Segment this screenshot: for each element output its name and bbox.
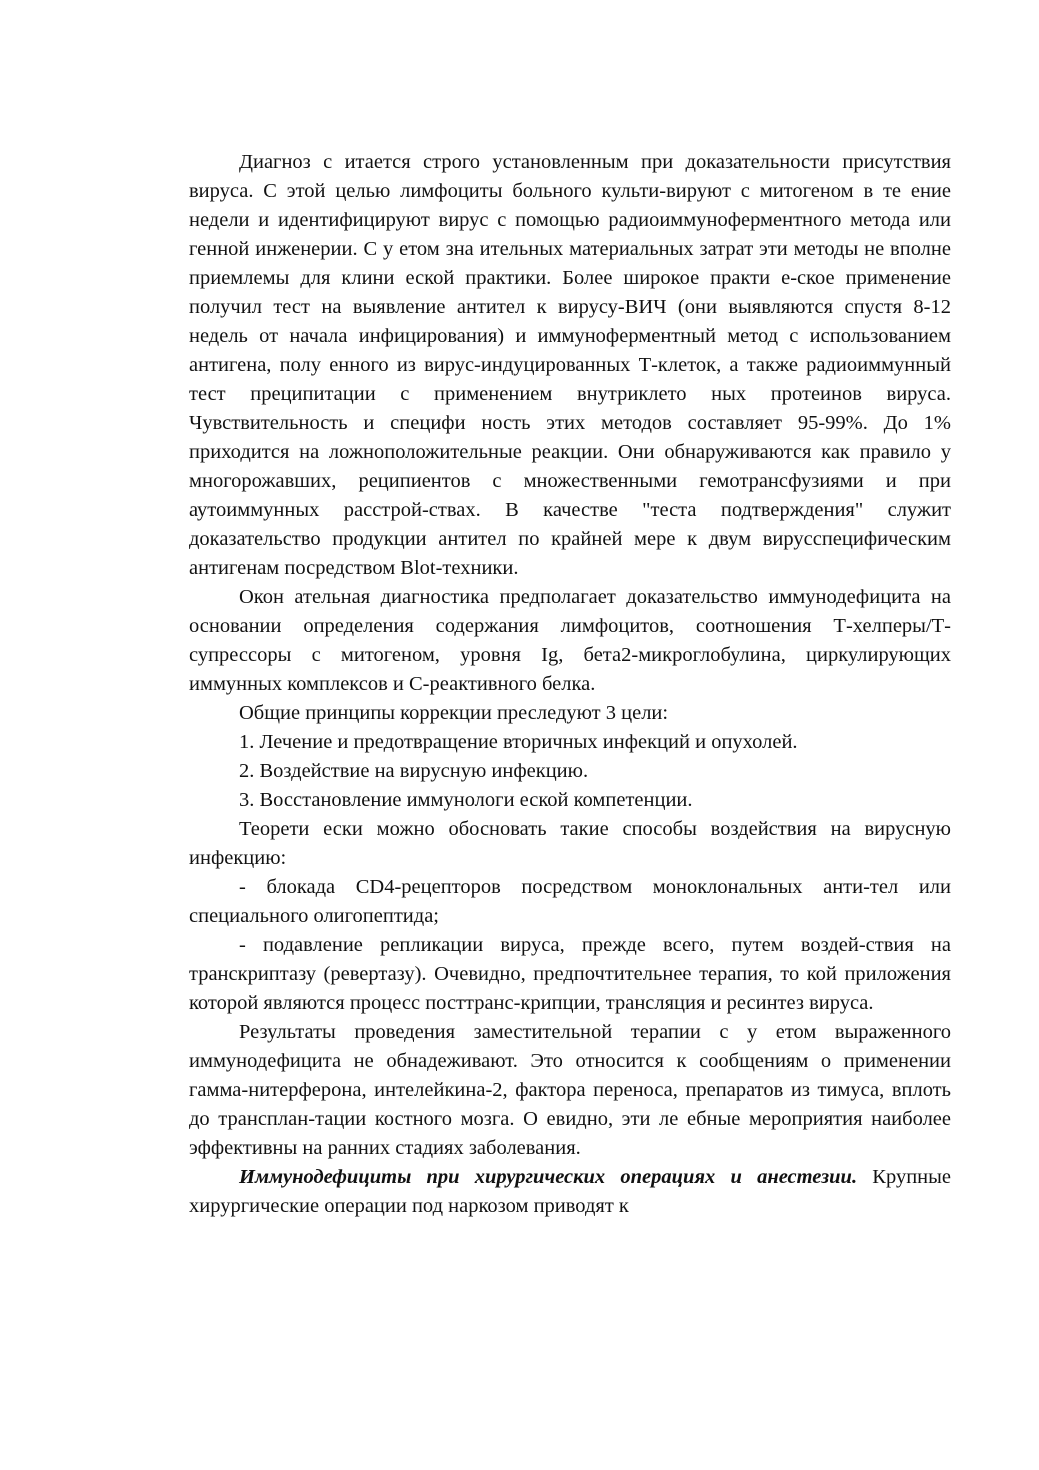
- paragraph-correction-principles: Общие принципы коррекции преследуют 3 цели:: [239, 702, 669, 724]
- paragraph-theoretical-methods: Теорети ески можно обосновать такие способы воздействия на вирусную инфекцию:: [189, 818, 951, 869]
- section-text: Крупные хирургические операции под наркозом приводят к: [189, 1166, 952, 1217]
- list-item: 2. Воздействие на вирусную инфекцию.: [239, 760, 589, 782]
- list-item: 3. Восстановление иммунологи еской компетенции.: [239, 789, 693, 811]
- list-item: 1. Лечение и предотвращение вторичных инфекций и опухолей.: [239, 731, 798, 753]
- document-page: [189, 148, 951, 1221]
- paragraph-final-diagnosis: Окон ательная диагностика предполагает доказательство иммунодефицита на основании определения содержания лимфоцитов, соотношения Т-хелперы/Т-супрессоры с митогеном, уровня Ig, бета2-микроглобулина, циркулирующих иммунных комплексов и С-реактивного белка.: [189, 586, 951, 695]
- section-heading: Иммунодефициты при хирургических операциях и анестезии.: [239, 1166, 858, 1188]
- paragraph-diagnosis: Диагноз с итается строго установленным при доказательности присутствия вируса. С этой целью лимфоциты больного культи-вируют с митогеном в те ение недели и идентифицируют вирус с помощью радиоиммуноферментного метода или генной инженерии. С у етом зна ительных материальных затрат эти методы не вполне приемлемы для клини еской практики. Более широкое практи е-ское применение получил тест на выявление антител к вирусу-ВИЧ (они выявляются спустя 8-12 недель от начала инфицирования) и иммуноферментный метод с использованием антигена, полу енного из вирус-индуцированных Т-клеток, а также радиоиммунный тест преципитации с применением внутриклето ных протеинов вируса. Чувствительность и специфи ность этих методов составляет 95-99%. До 1% приходится на ложноположительные реакции. Они обнаруживаются как правило у многорожавших, реципиентов с множественными гемотрансфузиями и при аутоиммунных расстрой-ствах. В качестве "теста подтверждения" служит доказательство продукции антител по крайней мере к двум вирусспецифическим антигенам посредством Blot-техники.: [189, 151, 951, 579]
- paragraph-replication-suppression: - подавление репликации вируса, прежде всего, путем воздей-ствия на транскриптазу (ревертазу). Очевидно, предпочтительнее терапия, то кой приложения которой являются процесс посттранс-крипции, трансляция и ресинтез вируса.: [189, 934, 951, 1014]
- paragraph-surgery-section: [189, 1163, 951, 1221]
- paragraph-replacement-therapy: Результаты проведения заместительной терапии с у етом выраженного иммунодефицита не обнадеживают. Это относится к сообщениям о применении гамма-нитерферона, интелейкина-2, фактора переноса, препаратов из тимуса, вплоть до трансплан-тации костного мозга. О евидно, эти ле ебные мероприятия наиболее эффективны на ранних стадиях заболевания.: [189, 1021, 951, 1159]
- paragraph-cd4-blockade: - блокада CD4-рецепторов посредством моноклональных анти-тел или специального олигопептида;: [189, 876, 951, 927]
